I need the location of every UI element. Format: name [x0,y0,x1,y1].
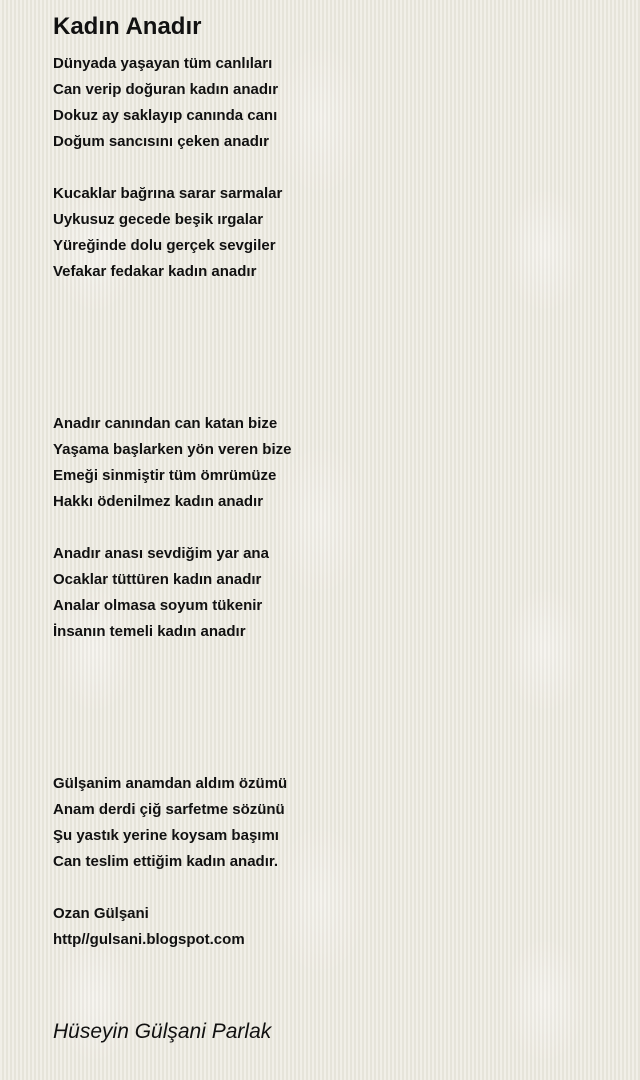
poem-line: İnsanın temeli kadın anadır [53,623,246,640]
stanza-4 [53,541,269,645]
poem-line: Yaşama başlarken yön veren bize [53,441,292,458]
poet-pen-name: Ozan Gülşani [53,905,149,922]
author-name: Hüseyin Gülşani Parlak [53,1020,272,1043]
poem-line: Anadır anası sevdiğim yar ana [53,545,269,562]
stanza-5 [53,771,287,875]
poem-line: Can verip doğuran kadın anadır [53,81,279,98]
poem-line: Gülşanim anamdan aldım özümü [53,775,288,792]
poem-line: Anadır canından can katan bize [53,415,278,432]
poem-line: Şu yastık yerine koysam başımı [53,827,279,844]
poem-line: Emeği sinmiştir tüm ömrümüze [53,467,277,484]
poem-line: Can teslim ettiğim kadın anadır. [53,853,279,870]
poem-line: Ocaklar tüttüren kadın anadır [53,571,262,588]
poem-line: Vefakar fedakar kadın anadır [53,263,257,280]
poem-line: Kucaklar bağrına sarar sarmalar [53,185,283,202]
poem-line: Anam derdi çiğ sarfetme sözünü [53,801,285,818]
poet-blog-address: http//gulsani.blogspot.com [53,931,245,948]
stanza-3 [53,411,291,515]
poem-line: Dünyada yaşayan tüm canlıları [53,55,273,72]
stanza-1 [53,51,278,155]
poem-line: Uykusuz gecede beşik ırgalar [53,211,264,228]
poem-line: Yüreğinde dolu gerçek sevgiler [53,237,276,254]
stanza-2 [53,181,282,285]
poem-line: Analar olmasa soyum tükenir [53,597,263,614]
poem-title: Kadın Anadır [53,13,202,40]
poem-line: Hakkı ödenilmez kadın anadır [53,493,264,510]
poem-line: Dokuz ay saklayıp canında canı [53,107,278,124]
signature-block [53,901,245,953]
poem-line: Doğum sancısını çeken anadır [53,133,269,150]
